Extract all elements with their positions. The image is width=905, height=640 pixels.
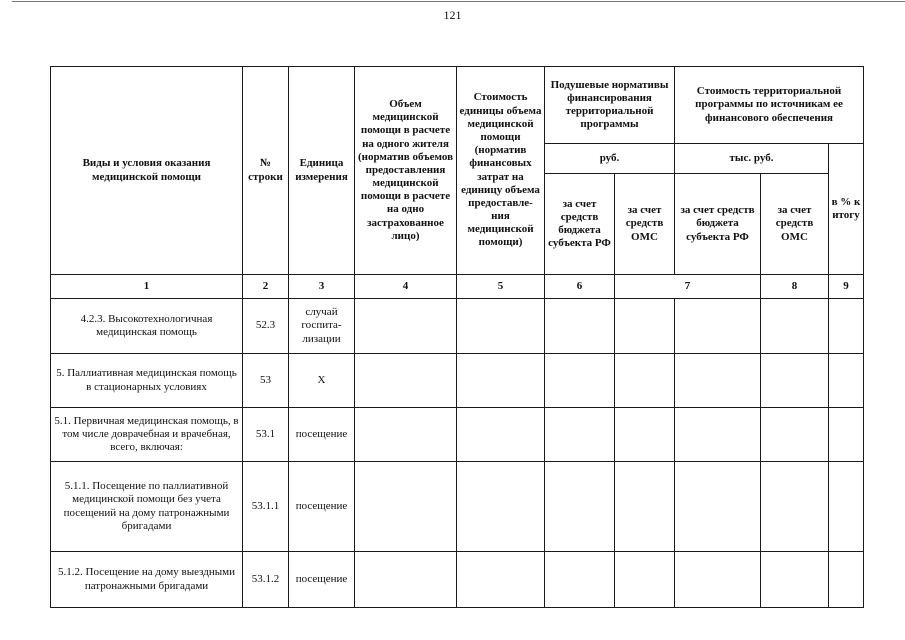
row-name: 5.1.1. Посещение по паллиативной медицинской помощи без учета посещений на дому патронажными бригадами: [51, 462, 243, 552]
header-thousand-rub: тыс. руб.: [675, 144, 829, 174]
column-number: 3: [289, 275, 355, 299]
table-cell: [545, 462, 615, 552]
row-code: 53: [243, 354, 289, 408]
table-cell: [545, 552, 615, 608]
header-program-cost: Стоимость территориальной программы по источникам ее финансового обеспечения: [675, 67, 864, 144]
table-cell: [615, 354, 675, 408]
column-number: 6: [545, 275, 615, 299]
header-type: Виды и условия оказания медицинской помощи: [51, 67, 243, 275]
header-per-capita-norms: Подушевые нормативы финансирования территориальной программы: [545, 67, 675, 144]
table-cell: [675, 299, 761, 354]
row-unit: Х: [289, 354, 355, 408]
column-number: 5: [457, 275, 545, 299]
table-cell: [761, 462, 829, 552]
header-budget-rf-2: за счет средств бюджета субъекта РФ: [675, 174, 761, 275]
table-cell: [545, 354, 615, 408]
table-cell: [761, 299, 829, 354]
column-number: 1: [51, 275, 243, 299]
header-volume: Объем медицинской помощи в расчете на одного жителя (норматив объемов предоставления медицинской помощи в расчете на одно застрахованное лицо): [355, 67, 457, 275]
table-row: [51, 299, 864, 354]
header-oms: за счет средств ОМС: [615, 174, 675, 275]
table-cell: [615, 552, 675, 608]
table-cell: [761, 354, 829, 408]
column-number: 2: [243, 275, 289, 299]
row-name: 5. Паллиативная медицинская помощь в стационарных условиях: [51, 354, 243, 408]
table-cell: [355, 354, 457, 408]
column-number: 8: [761, 275, 829, 299]
page-top-rule: [12, 1, 905, 2]
table-cell: [457, 408, 545, 462]
header-budget-rf: за счет средств бюджета субъекта РФ: [545, 174, 615, 275]
row-code: 53.1.1: [243, 462, 289, 552]
table-cell: [675, 552, 761, 608]
table-cell: [457, 299, 545, 354]
header-unit: Единица измерения: [289, 67, 355, 275]
table-row: [51, 408, 864, 462]
financing-table: [50, 66, 864, 608]
table-cell: [545, 299, 615, 354]
row-unit: посещение: [289, 462, 355, 552]
header-row-number: № строки: [243, 67, 289, 275]
table-cell: [545, 408, 615, 462]
row-code: 53.1.2: [243, 552, 289, 608]
table-cell: [675, 408, 761, 462]
column-number: 9: [829, 275, 864, 299]
table-cell: [355, 408, 457, 462]
table-row: [51, 552, 864, 608]
row-name: 5.1. Первичная медицинская помощь, в том числе доврачебная и врачебная, всего, включая:: [51, 408, 243, 462]
header-rub: руб.: [545, 144, 675, 174]
row-unit: посещение: [289, 408, 355, 462]
table-cell: [355, 462, 457, 552]
table-row: [51, 462, 864, 552]
row-name: 5.1.2. Посещение на дому выездными патронажными бригадами: [51, 552, 243, 608]
table-cell: [457, 462, 545, 552]
table-cell: [829, 552, 864, 608]
header-cost: Стоимость единицы объема медицинской помощи (норматив финансовых затрат на единицу объема предоставле- ния медицинской помощи): [457, 67, 545, 275]
table-cell: [355, 299, 457, 354]
table-cell: [615, 299, 675, 354]
table-row: [51, 354, 864, 408]
table-cell: [457, 552, 545, 608]
table-cell: [355, 552, 457, 608]
row-name: 4.2.3. Высокотехнологичная медицинская помощь: [51, 299, 243, 354]
table-cell: [829, 408, 864, 462]
table-cell: [761, 552, 829, 608]
header-percent: в % к итогу: [829, 144, 864, 275]
table-cell: [615, 408, 675, 462]
row-unit: случай госпита- лизации: [289, 299, 355, 354]
row-code: 52.3: [243, 299, 289, 354]
table-cell: [829, 299, 864, 354]
table-cell: [675, 354, 761, 408]
header-oms-2: за счет средств ОМС: [761, 174, 829, 275]
table-cell: [615, 462, 675, 552]
table-cell: [829, 462, 864, 552]
row-code: 53.1: [243, 408, 289, 462]
page-number: 121: [443, 8, 462, 22]
table-cell: [761, 408, 829, 462]
table-cell: [829, 354, 864, 408]
column-number: 7: [615, 275, 761, 299]
row-unit: посещение: [289, 552, 355, 608]
table-cell: [457, 354, 545, 408]
table-cell: [675, 462, 761, 552]
column-number: 4: [355, 275, 457, 299]
